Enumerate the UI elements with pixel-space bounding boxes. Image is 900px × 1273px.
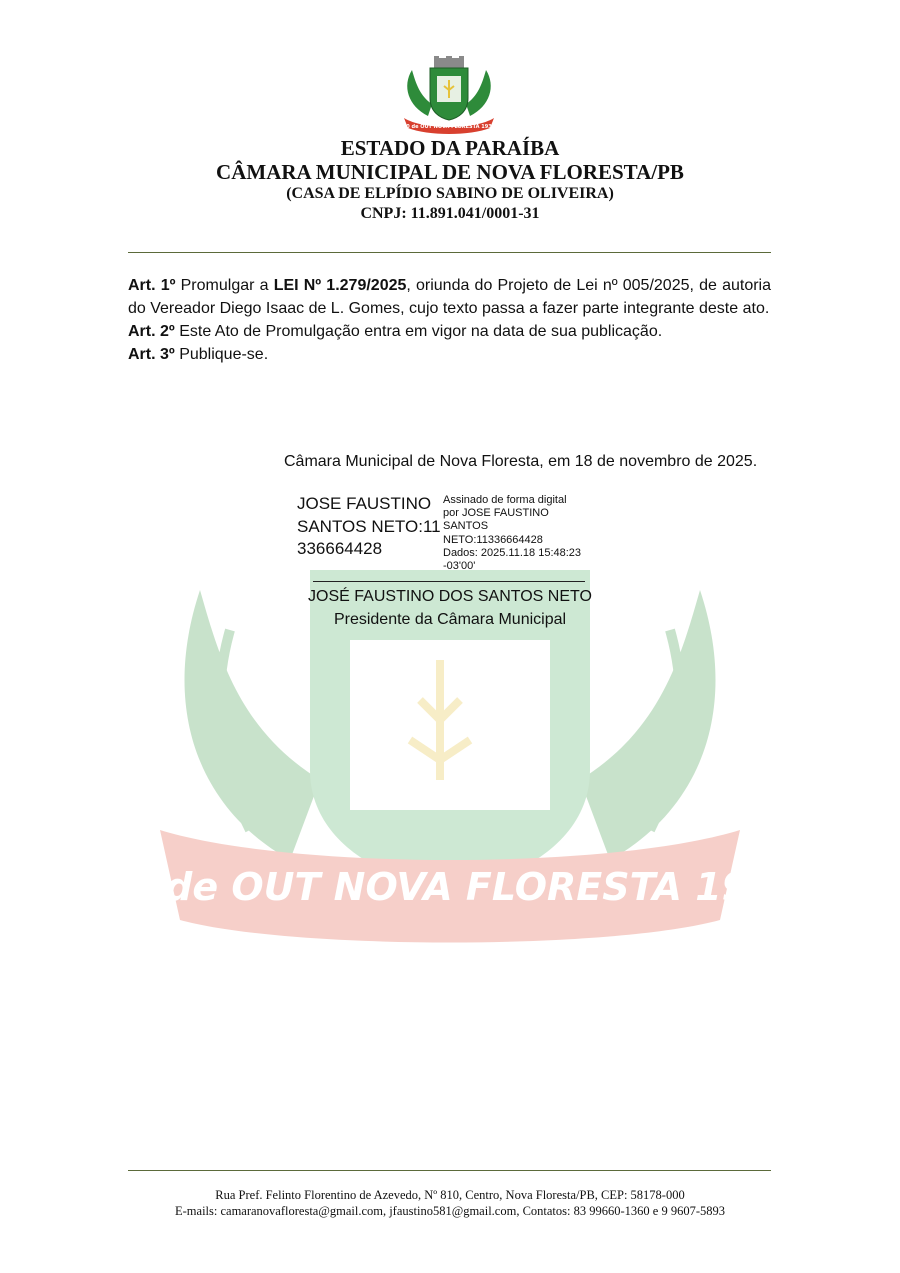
footer-contacts: E-mails: camaranovafloresta@gmail.com, jfaustino581@gmail.com, Contatos: 83 99660-1360 e 9 9607-5893 <box>175 1203 725 1218</box>
chamber-name: CÂMARA MUNICIPAL DE NOVA FLORESTA/PB <box>216 160 684 184</box>
signature-line <box>313 581 585 582</box>
document-footer <box>0 1188 900 1219</box>
state-name: ESTADO DA PARAÍBA <box>340 136 560 160</box>
place-and-date: Câmara Municipal de Nova Floresta, em 18 de novembro de 2025. <box>284 453 758 470</box>
article-1: Art. 1º Promulgar a LEI Nº 1.279/2025, oriunda do Projeto de Lei nº 005/2025, de autoria do Vereador Diego Isaac de L. Gomes, cujo texto passa a fazer parte integrante deste ato. <box>128 277 771 317</box>
digital-signature-metadata: Assinado de forma digital por JOSE FAUSTINO SANTOS NETO:11336664428 Dados: 2025.11.18 15:48:23 -03'00' <box>443 494 582 573</box>
footer-address: Rua Pref. Felinto Florentino de Azevedo, Nº 810, Centro, Nova Floresta/PB, CEP: 58178-000 <box>215 1188 685 1202</box>
document-header <box>0 136 900 224</box>
digital-signature-name: JOSE FAUSTINO SANTOS NETO:11336664428 <box>297 494 441 558</box>
signer-block <box>0 585 900 631</box>
house-name: (CASA DE ELPÍDIO SABINO DE OLIVEIRA) <box>286 185 614 202</box>
coat-of-arms-logo <box>398 56 500 134</box>
signer-name: JOSÉ FAUSTINO DOS SANTOS NETO <box>308 588 592 605</box>
article-2: Art. 2º Este Ato de Promulgação entra em vigor na data de sua publicação. <box>128 323 663 340</box>
signer-role: Presidente da Câmara Municipal <box>333 611 567 628</box>
law-reference: LEI Nº 1.279/2025 <box>273 277 407 294</box>
article-3: Art. 3º Publique-se. <box>128 346 269 363</box>
document-body <box>128 274 771 366</box>
cnpj-number: CNPJ: 11.891.041/0001-31 <box>360 205 540 222</box>
header-divider <box>128 252 771 253</box>
watermark-ribbon-text: 20 de OUT NOVA FLORESTA 1936 <box>99 865 801 909</box>
crest-ribbon-text: 20 de OUT NOVA FLORESTA 1936 <box>402 124 496 130</box>
footer-divider <box>128 1170 771 1171</box>
